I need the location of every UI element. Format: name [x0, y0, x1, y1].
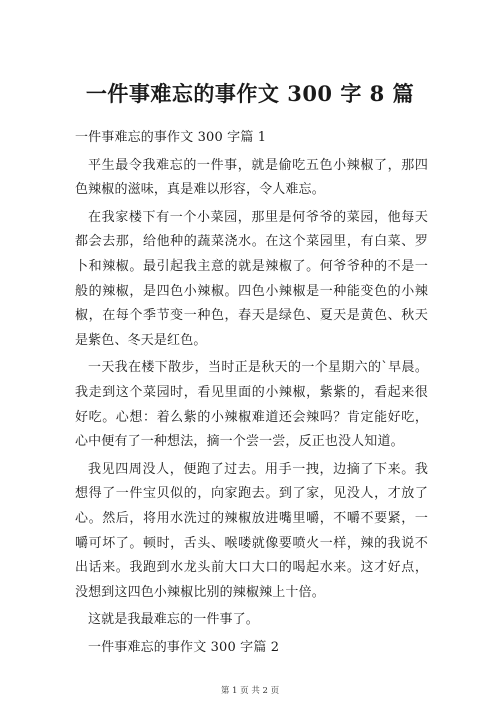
paragraph: 一天我在楼下散步，当时正是秋天的一个星期六的`早晨。我走到这个菜园时，看见里面的小辣椒，紫紫的，看起来很好吃。心想：着么紫的小辣椒难道还会辣吗？肯定能好吃，心中便有了一种想法，摘一个尝一尝，反正也没人知道。	[75, 360, 428, 450]
section-heading-2: 一件事难忘的事作文 300 字篇 2	[88, 639, 280, 655]
document-title: 一件事难忘的事作文 300 字 8 篇	[85, 81, 415, 106]
section-heading-1: 一件事难忘的事作文 300 字篇 1	[75, 130, 267, 145]
paragraph: 在我家楼下有一个小菜园，那里是何爷爷的菜园，他每天都会去那，给他种的蔬菜浇水。在这个菜园里，有白菜、罗卜和辣椒。最引起我主意的就是辣椒了。何爷爷种的不是一般的辣椒，是四色小辣椒。四色小辣椒是一种能变色的小辣椒，在每个季节变一种色，春天是绿色、夏天是黄色、秋天是紫色、冬天是红色。	[75, 209, 428, 348]
paragraph: 这就是我最难忘的一件事了。	[88, 612, 259, 628]
paragraph: 我见四周没人，便跑了过去。用手一拽，边摘了下来。我想得了一件宝贝似的，向家跑去。到了家，见没人，才放了心。然后，将用水洗过的辣椒放进嘴里嚼，不嚼不要紧，一嚼可坏了。顿时，舌头、喉喽就像要喷火一样，辣的我说不出话来。我跑到水龙头前大口大口的喝起水来。这才好点，没想到这四色小辣椒比别的辣椒辣上十倍。	[75, 461, 428, 600]
document-body	[75, 126, 428, 663]
paragraph: 平生最令我难忘的一件事，就是偷吃五色小辣椒了，那四色辣椒的滋味，真是难以形容，令人难忘。	[75, 157, 428, 198]
page-footer: 第 1 页 共 2 页	[220, 686, 280, 696]
